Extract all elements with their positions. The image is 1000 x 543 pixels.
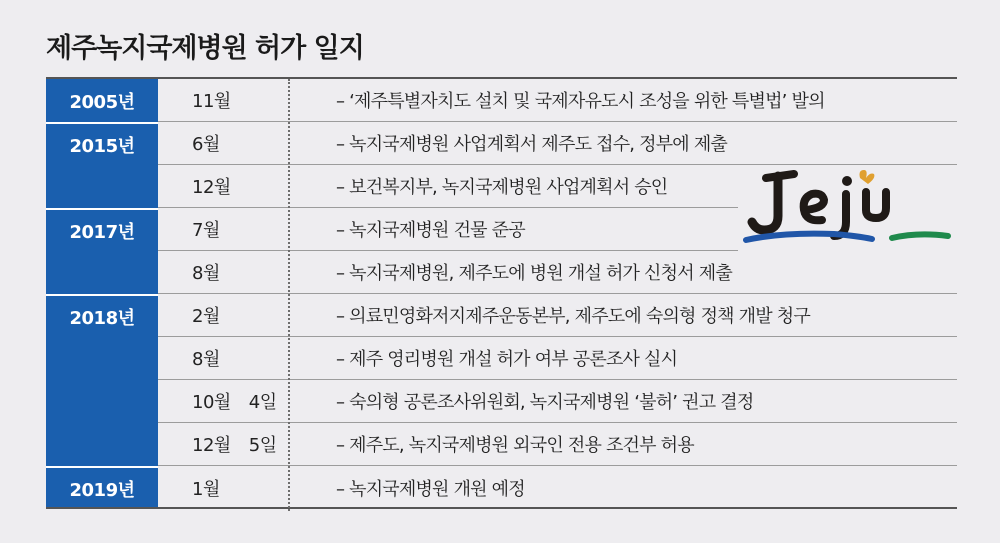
table-row <box>158 122 957 165</box>
month-label: 12월 <box>192 177 231 198</box>
month-label: 10월 <box>192 392 231 413</box>
year-cell-2005: 2005년 <box>69 91 135 113</box>
month-cell <box>158 337 288 379</box>
table-row <box>158 466 957 509</box>
event-cell: – 제주 영리병원 개설 허가 여부 공론조사 실시 <box>336 349 678 370</box>
year-cell-2018: 2018년 <box>69 307 135 329</box>
event-cell: – 녹지국제병원 개원 예정 <box>336 478 525 500</box>
month-cell <box>158 165 288 207</box>
month-cell <box>158 294 288 336</box>
event-cell: – 제주도, 녹지국제병원 외국인 전용 조건부 허용 <box>336 435 694 456</box>
page-title: 제주녹지국제병원 허가 일지 <box>46 33 364 64</box>
event-cell: – ‘제주특별자치도 설치 및 국제자유도시 조성을 위한 특별법’ 발의 <box>336 91 825 112</box>
logo-text: Jeju <box>742 166 744 167</box>
table-row <box>158 251 957 294</box>
event-cell: – 의료민영화저지제주운동본부, 제주도에 숙의형 정책 개발 청구 <box>336 306 810 327</box>
year-cell-2019: 2019년 <box>69 479 135 501</box>
month-label: 6월 <box>192 134 220 155</box>
day-label: 4일 <box>248 392 277 413</box>
month-cell <box>158 423 288 465</box>
event-cell: – 녹지국제병원 건물 준공 <box>336 220 525 241</box>
dotted-divider <box>288 79 290 511</box>
month-label: 2월 <box>192 306 220 327</box>
event-cell: – 녹지국제병원 사업계획서 제주도 접수, 정부에 제출 <box>336 134 727 155</box>
year-column <box>46 79 158 507</box>
event-cell: – 보건복지부, 녹지국제병원 사업계획서 승인 <box>336 177 668 198</box>
month-label: 8월 <box>192 263 220 284</box>
table-row <box>158 79 957 122</box>
year-cell-2017: 2017년 <box>69 221 135 243</box>
month-cell <box>158 79 288 121</box>
month-label: 1월 <box>192 478 220 500</box>
month-label: 8월 <box>192 349 220 370</box>
month-cell <box>158 208 288 250</box>
month-label: 11월 <box>192 91 231 112</box>
table-row <box>158 294 957 337</box>
day-label: 5일 <box>248 435 277 456</box>
event-cell: – 숙의형 공론조사위원회, 녹지국제병원 ‘불허’ 권고 결정 <box>336 392 754 413</box>
month-cell <box>158 466 288 509</box>
month-cell <box>158 380 288 422</box>
table-row <box>158 380 957 423</box>
month-cell <box>158 251 288 293</box>
table-row <box>158 337 957 380</box>
event-cell: – 녹지국제병원, 제주도에 병원 개설 허가 신청서 제출 <box>336 263 732 284</box>
jeju-logo <box>742 166 954 252</box>
month-cell <box>158 122 288 164</box>
year-cell-2015: 2015년 <box>69 135 135 157</box>
month-label: 12월 <box>192 435 231 456</box>
month-label: 7월 <box>192 220 220 241</box>
timeline-table <box>46 77 957 509</box>
table-row <box>158 423 957 466</box>
